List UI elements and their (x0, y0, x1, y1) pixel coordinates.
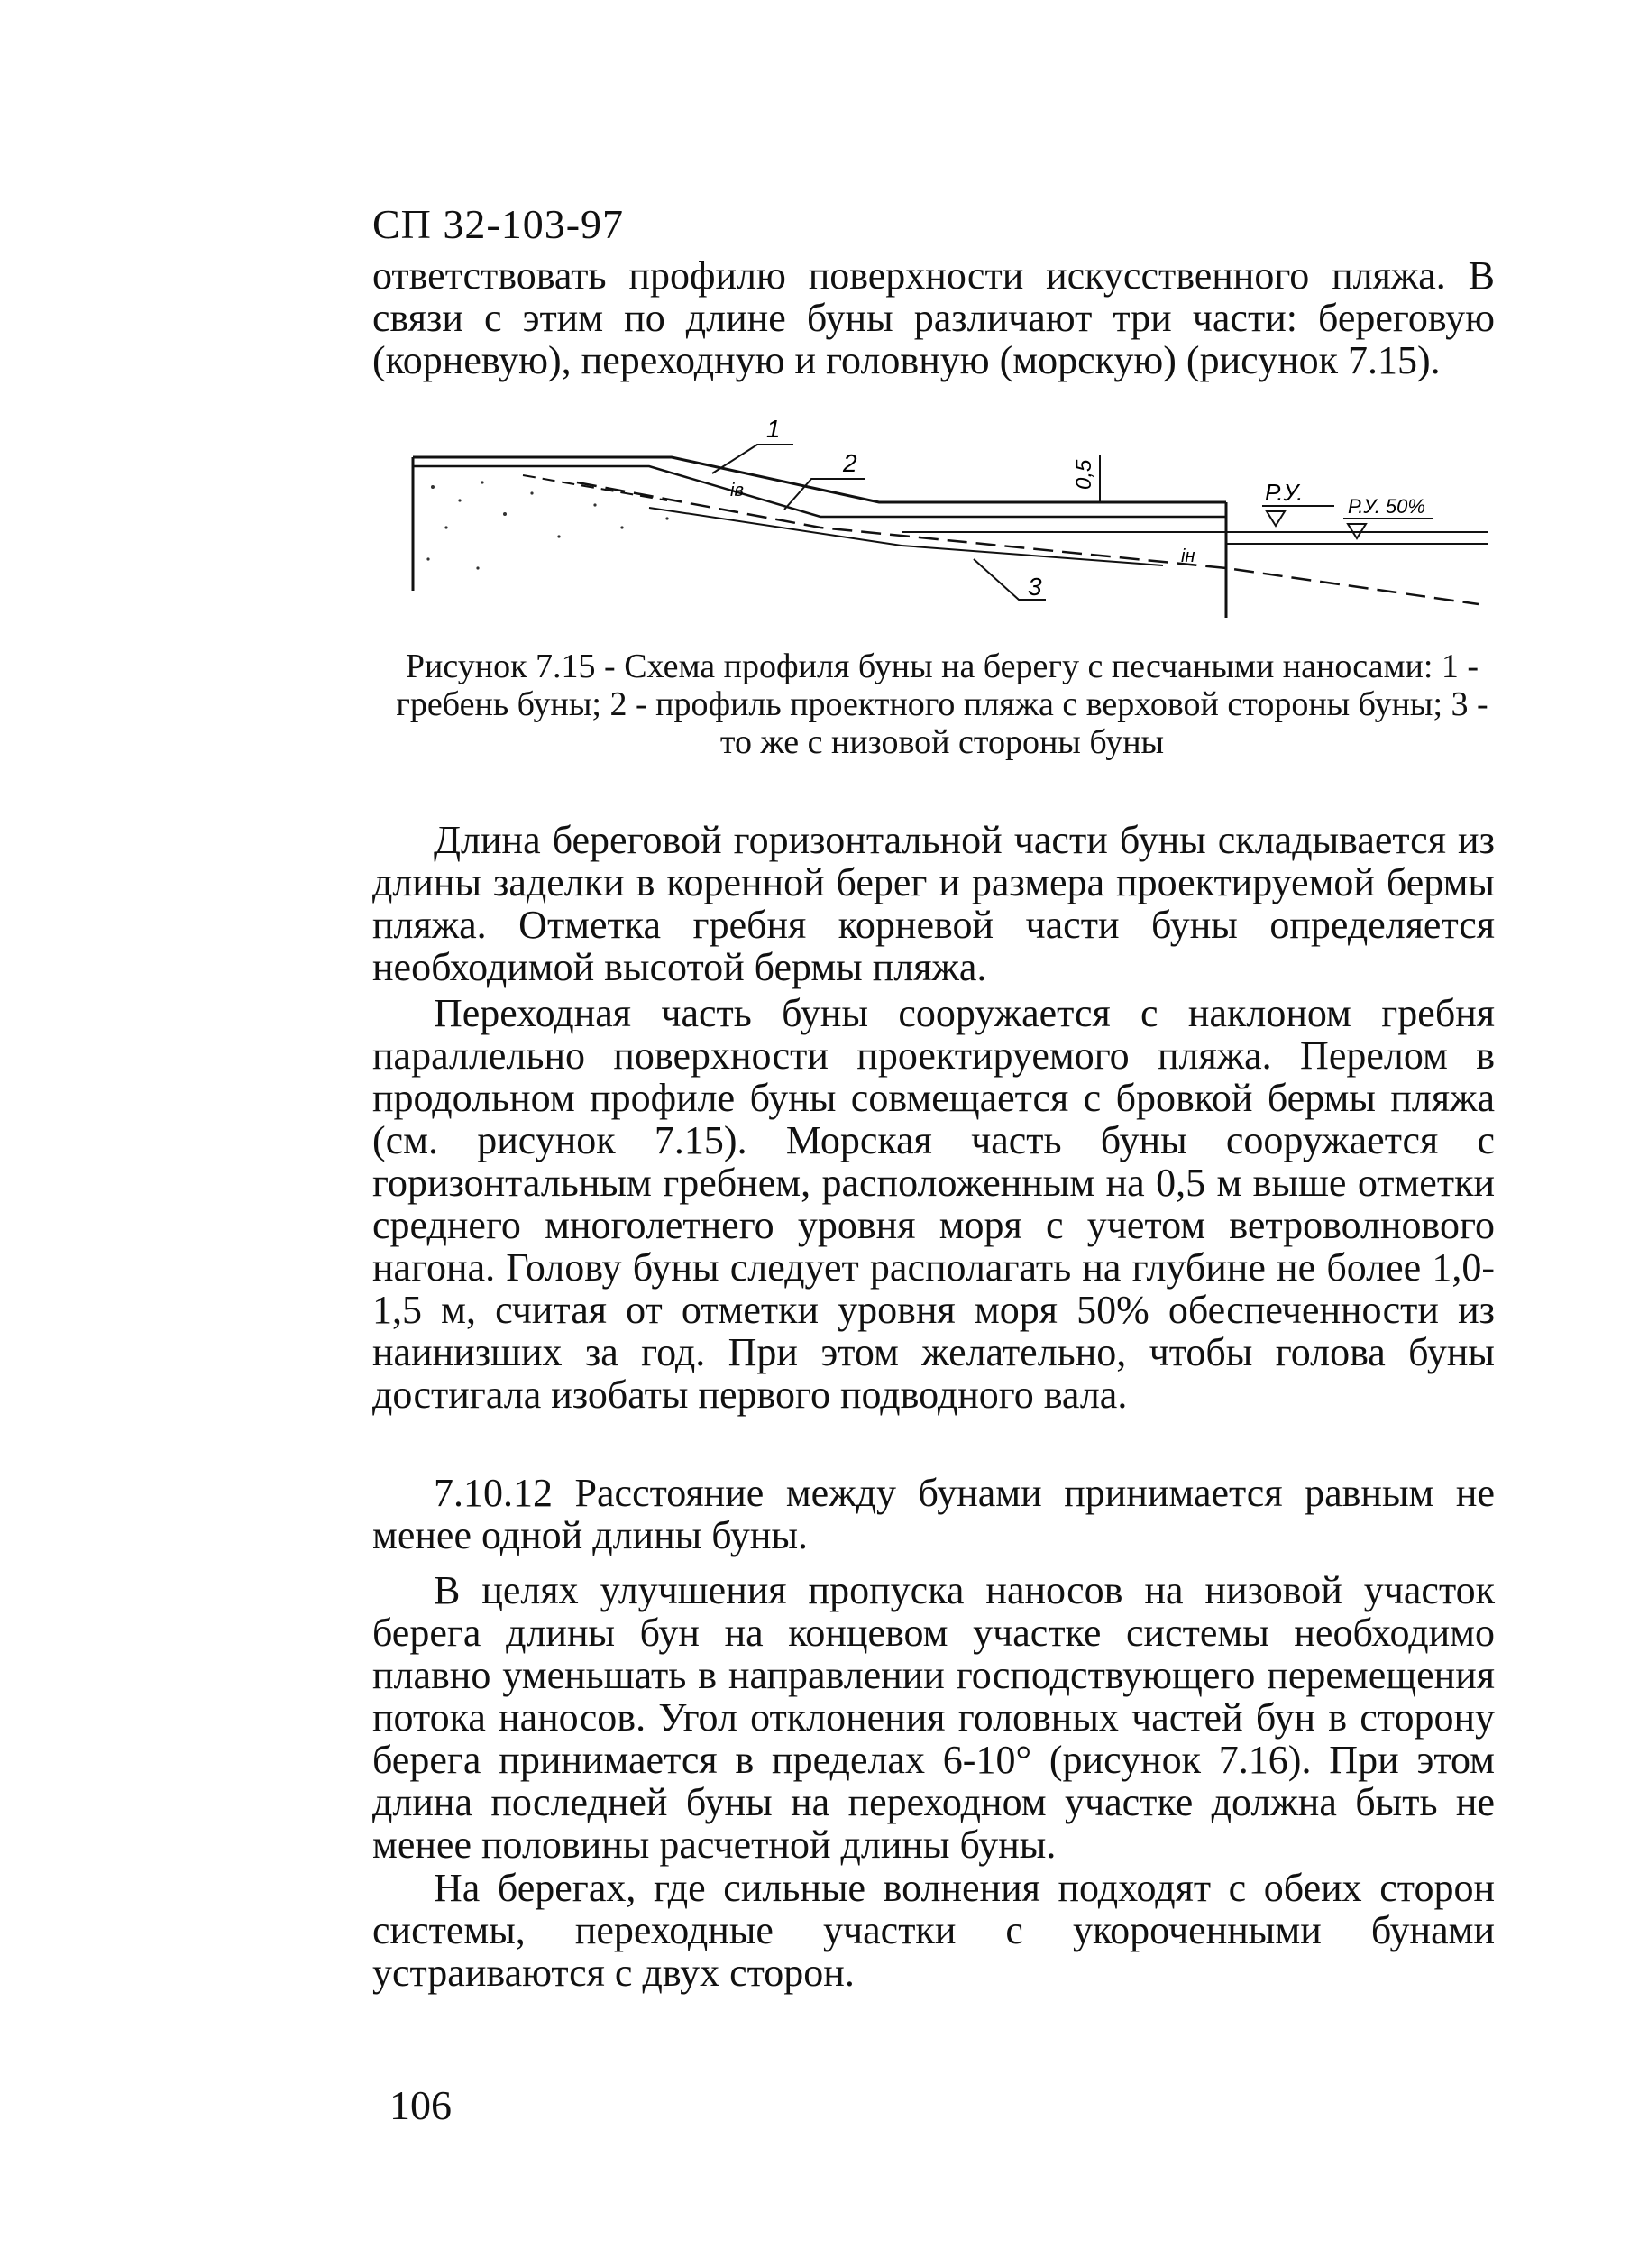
groyne-profile-diagram (397, 410, 1497, 636)
paragraph: Длина береговой горизонтальной части буны складывается из длины заделки в коренной берег и размера проектируемой бермы пляжа. Отметка гребня корневой части буны определяется необходимой высотой бермы пляжа. (372, 818, 1495, 989)
beach-profile-upstream (413, 466, 1226, 517)
label-3: 3 (1028, 573, 1042, 601)
paragraph: 7.10.12 Расстояние между бунами принимается равным не менее одной длины буны. (372, 1471, 1495, 1557)
page-number: 106 (389, 2082, 452, 2128)
ru-label: Р.У. (1265, 479, 1304, 506)
beach-profile-upstream-dashed (523, 475, 667, 500)
slope-label-downstream: iн (1181, 546, 1195, 566)
dimension-label: 0,5 (1072, 459, 1096, 490)
document-code: СП 32-103-97 (372, 201, 625, 247)
figure-groyne-profile (397, 410, 1497, 636)
ru50-label: Р.У. 50% (1348, 495, 1425, 518)
paragraph: В целях улучшения пропуска наносов на низовой участок берега длины бун на концевом участке системы необходимо плавно уменьшать в направлении господствующего перемещения потока наносов. Угол отклонения головных частей бун в сторону берега принимается в пределах 6-10° (рисунок 7.16). При этом длина последней буны на переходном участке должна быть не менее половины расчетной длины буны. (372, 1568, 1495, 1867)
label-2: 2 (843, 449, 857, 477)
slope-label-upstream: iв (730, 481, 744, 500)
figure-caption: Рисунок 7.15 - Схема профиля буны на берегу с песчаными наносами: 1 - гребень буны; 2 - профиль проектного пляжа с верховой стороны буны; 3 - то же с низовой стороны буны (396, 647, 1488, 761)
water-level-marker (1267, 511, 1285, 526)
label-1: 1 (766, 415, 781, 443)
paragraph-continuation: ответствовать профилю поверхности искусственного пляжа. В связи с этим по длине буны различают три части: береговую (корневую), переходную и головную (морскую) (рисунок 7.15). (372, 253, 1495, 382)
paragraph: На берегах, где сильные волнения подходят с обеих сторон системы, переходные участки с укороченными бунами устраиваются с двух сторон. (372, 1866, 1495, 1995)
paragraph: Переходная часть буны сооружается с наклоном гребня параллельно поверхности проектируемого пляжа. Перелом в продольном профиле буны совмещается с бровкой бермы пляжа (см. рисунок 7.15). Морская часть буны сооружается с горизонтальным гребнем, расположенным на 0,5 м выше отметки среднего многолетнего уровня моря с учетом ветроволнового нагона. Голову буны следует располагать на глубине не более 1,0-1,5 м, считая от отметки уровня моря 50% обеспеченности из наинизших за год. При этом желательно, чтобы голова буны достигала изобаты первого подводного вала. (372, 991, 1495, 1417)
